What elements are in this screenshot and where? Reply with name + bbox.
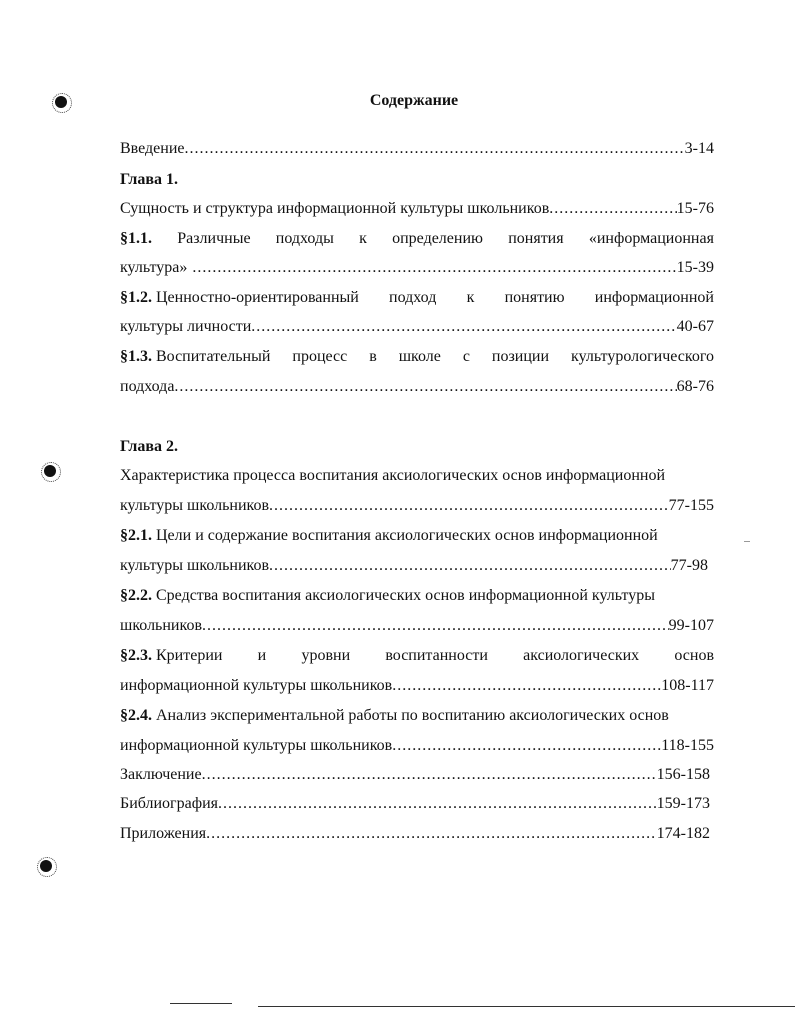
- entry-title: Заключение: [120, 766, 202, 783]
- word: к: [359, 230, 367, 247]
- toc-entry-chapter-2-line2: [120, 495, 714, 517]
- word: культурологического: [571, 348, 714, 365]
- section-lead: [120, 346, 270, 368]
- page-range: 77-98: [670, 557, 708, 574]
- word: в: [369, 348, 377, 365]
- entry-title-continued: культуры школьников: [120, 497, 270, 514]
- word: школе: [398, 348, 441, 365]
- toc-entry-2-3-line2: [120, 675, 714, 697]
- toc-entry-1-2-line1: [120, 287, 714, 309]
- footer-rule-right: [258, 1006, 795, 1007]
- word: к: [466, 289, 475, 306]
- word: Критерии: [156, 647, 223, 664]
- page-range: 159-173: [656, 795, 710, 812]
- word: основ: [674, 647, 714, 664]
- word: и: [257, 647, 267, 664]
- toc-entry-conclusion: [120, 764, 714, 786]
- toc-entry-2-2-line1: [120, 585, 714, 607]
- section-number: §1.2.: [120, 289, 152, 306]
- leader-dots: [202, 764, 657, 786]
- entry-title-continued: культуры личности: [120, 318, 252, 335]
- entry-title: Введение: [120, 140, 185, 157]
- toc-entry-1-3-line2: [120, 376, 714, 398]
- leader-dots: [174, 376, 676, 398]
- section-number: §1.1.: [120, 230, 152, 247]
- toc-entry-1-2-line2: [120, 316, 714, 338]
- word: с: [462, 348, 470, 365]
- punch-hole-mark-bottom: [40, 860, 52, 872]
- punch-hole-mark-middle: [44, 465, 56, 477]
- toc-entry-1-1-line1: [120, 228, 714, 250]
- section-number: §2.4.: [120, 707, 152, 724]
- leader-dots: [185, 138, 685, 160]
- leader-dots: [269, 495, 669, 517]
- toc-entry-chapter-2-line1: Характеристика процесса воспитания аксиологических основ информационной: [120, 467, 666, 484]
- word: информационной: [594, 289, 714, 306]
- leader-dots: [269, 555, 671, 577]
- entry-title: Средства воспитания аксиологических основ информационной культуры: [156, 587, 655, 604]
- chapter-2-heading: Глава 2.: [120, 438, 178, 455]
- page-range: 3-14: [684, 140, 714, 157]
- entry-title-continued: подхода: [120, 378, 175, 395]
- section-lead: [120, 287, 359, 309]
- toc-entry-1-1-line2: [120, 257, 714, 279]
- entry-title-continued: информационной культуры школьников: [120, 737, 393, 754]
- entry-title: Анализ экспериментальной работы по воспитанию аксиологических основ: [156, 707, 669, 724]
- section-number: §2.3.: [120, 647, 152, 664]
- toc-entry-2-1-line2: [120, 555, 714, 577]
- toc-entry-2-4-line2: [120, 735, 714, 757]
- word: подходы: [275, 230, 334, 247]
- toc-entry-1-3-line1: [120, 346, 714, 368]
- leader-dots: [392, 735, 661, 757]
- word: Воспитательный: [156, 348, 271, 365]
- toc-entry-intro: [120, 138, 714, 160]
- word: процесс: [292, 348, 348, 365]
- word: подход: [389, 289, 437, 306]
- word: воспитанности: [385, 647, 488, 664]
- page-range: 77-155: [668, 497, 714, 514]
- word: уровни: [301, 647, 351, 664]
- toc-entry-2-2-line2: [120, 615, 714, 637]
- word: определению: [392, 230, 483, 247]
- toc-entry-2-1-line1: [120, 525, 714, 547]
- leader-dots: [251, 316, 676, 338]
- word: Ценностно-ориентированный: [156, 289, 359, 306]
- page-range: 99-107: [668, 617, 714, 634]
- section-number: §2.1.: [120, 527, 152, 544]
- page-range: 15-76: [676, 200, 714, 217]
- word: понятию: [504, 289, 565, 306]
- page-range: 40-67: [676, 318, 714, 335]
- entry-title-continued: культура»: [120, 259, 188, 276]
- toc-entry-chapter-1: [120, 198, 714, 220]
- section-number: §2.2.: [120, 587, 152, 604]
- entry-title-continued: школьников: [120, 617, 202, 634]
- page-range: 156-158: [656, 766, 710, 783]
- toc-entry-bibliography: [120, 793, 714, 815]
- margin-tick: [744, 541, 750, 542]
- leader-dots: [218, 793, 657, 815]
- entry-title: Библиография: [120, 795, 218, 812]
- page-range: 118-155: [661, 737, 714, 754]
- chapter-1-heading: Глава 1.: [120, 171, 178, 188]
- leader-dots: [202, 615, 669, 637]
- word: «информационная: [588, 230, 714, 247]
- leader-dots: [206, 823, 657, 845]
- word: понятия: [508, 230, 564, 247]
- word: позиции: [491, 348, 550, 365]
- section-number: §1.3.: [120, 348, 152, 365]
- entry-title: Цели и содержание воспитания аксиологических основ информационной: [156, 527, 658, 544]
- page-range: 15-39: [676, 259, 714, 276]
- leader-dots: [549, 198, 676, 220]
- section-lead: [120, 645, 222, 667]
- word: аксиологических: [523, 647, 640, 664]
- toc-entry-appendix: [120, 823, 714, 845]
- page-title: Содержание: [369, 92, 459, 109]
- page-range: 174-182: [656, 825, 710, 842]
- entry-title: Сущность и структура информационной культуры школьников: [120, 200, 550, 217]
- entry-title-continued: культуры школьников: [120, 557, 270, 574]
- leader-dots: [392, 675, 661, 697]
- entry-title-continued: информационной культуры школьников: [120, 677, 393, 694]
- leader-dots: [192, 257, 676, 279]
- toc-entry-2-3-line1: [120, 645, 714, 667]
- toc-entry-2-4-line1: [120, 705, 714, 727]
- word: Различные: [177, 230, 251, 247]
- footer-rule-left: [170, 1003, 232, 1004]
- page-range: 108-117: [661, 677, 714, 694]
- entry-title: Приложения: [120, 825, 207, 842]
- page-range: 68-76: [676, 378, 714, 395]
